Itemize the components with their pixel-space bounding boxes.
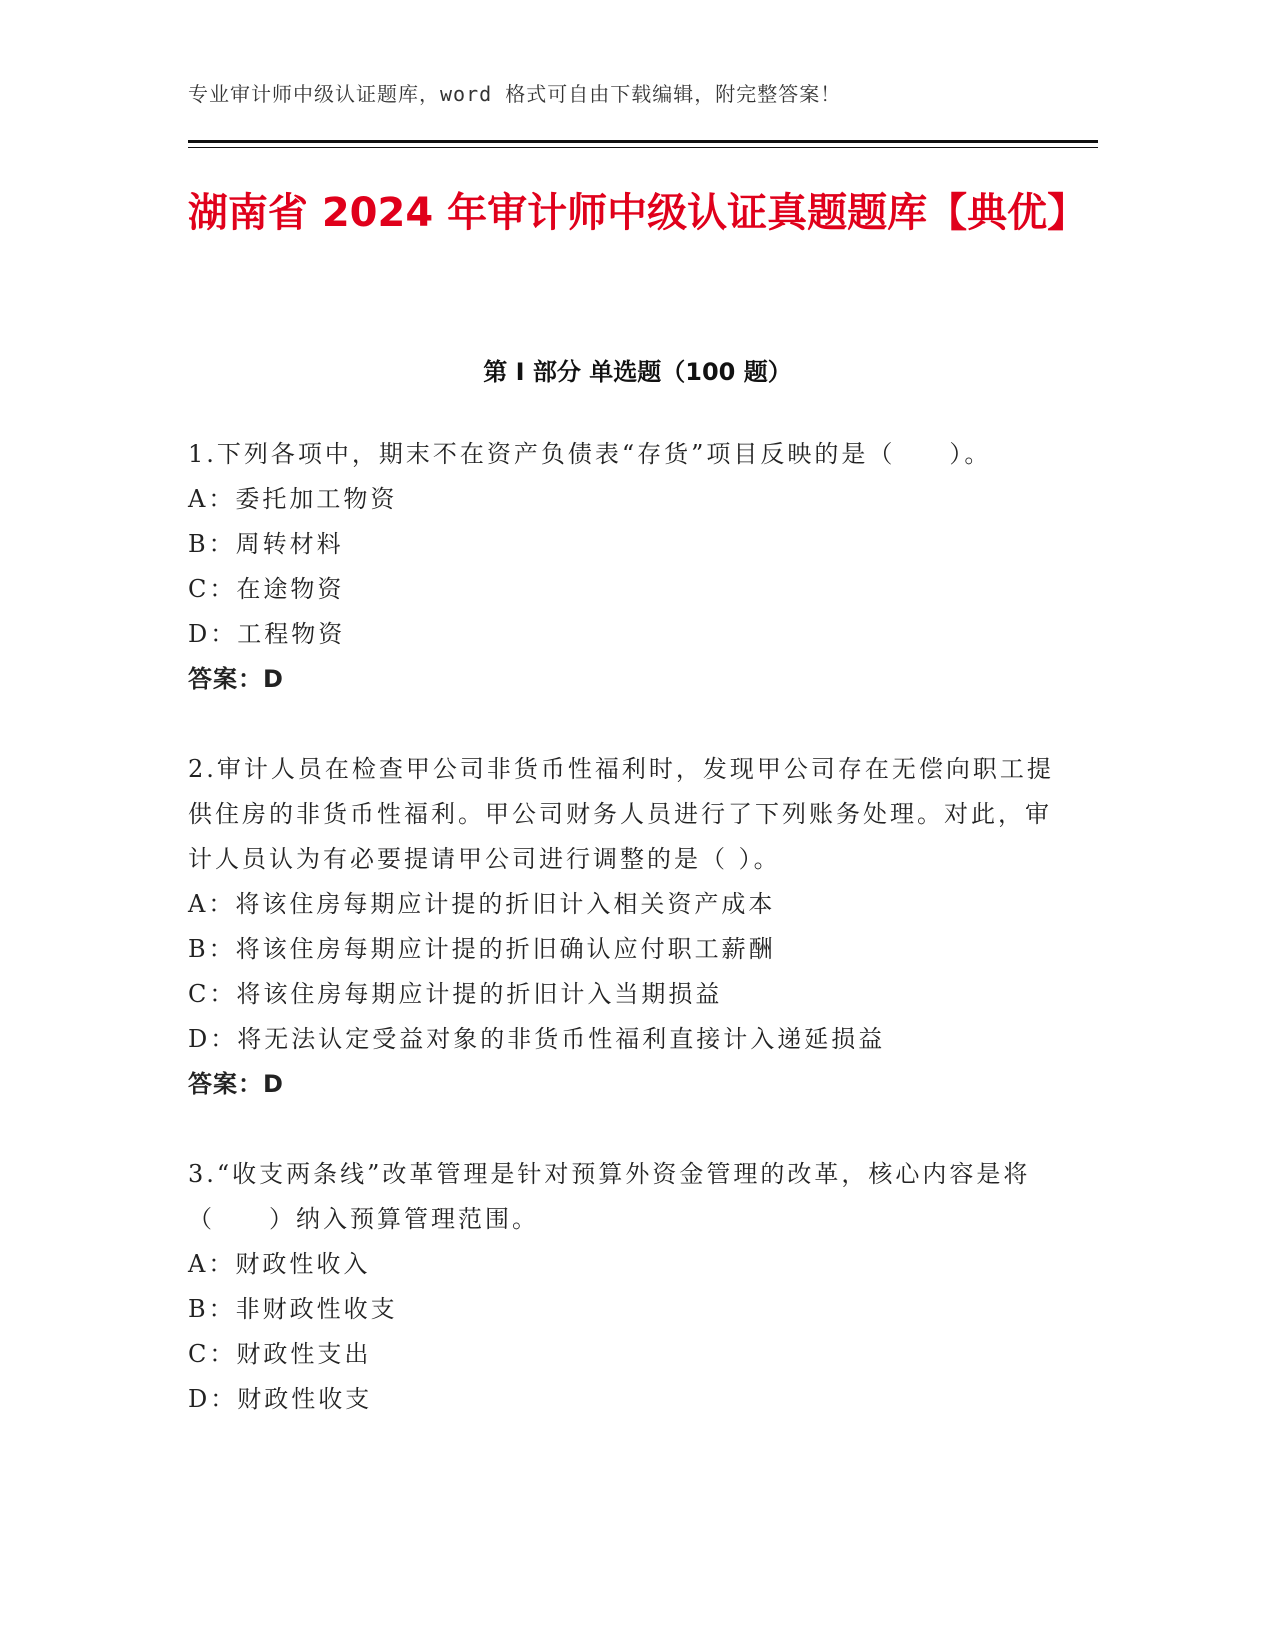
header-note: 专业审计师中级认证题库，word 格式可自由下载编辑，附完整答案！ (188, 82, 842, 106)
option-c: C：在途物资 (188, 575, 345, 603)
document-title: 湖南省 2024 年审计师中级认证真题题库【典优】 (187, 190, 1088, 236)
option-b: B：周转材料 (188, 530, 344, 558)
question-text: 2.审计人员在检查甲公司非货币性福利时，发现甲公司存在无偿向职工提供住房的非货币性福利。甲公司财务人员进行了下列账务处理。对此，审计人员认为有必要提请甲公司进行调整的是（ ）。 (188, 755, 1054, 873)
option-a: A：财政性收入 (188, 1250, 371, 1278)
option-b: B：非财政性收支 (188, 1295, 398, 1323)
option-c: C：将该住房每期应计提的折旧计入当期损益 (188, 980, 723, 1008)
option-a: A：将该住房每期应计提的折旧计入相关资产成本 (188, 890, 776, 918)
option-c: C：财政性支出 (188, 1340, 372, 1368)
option-d: D：将无法认定受益对象的非货币性福利直接计入递延损益 (188, 1025, 886, 1053)
section-title: 第 I 部分 单选题（100 题） (483, 358, 792, 386)
question-text: 3.“收支两条线”改革管理是针对预算外资金管理的改革，核心内容是将（ ）纳入预算管理范围。 (188, 1160, 1031, 1233)
question-text: 1.下列各项中，期末不在资产负债表“存货”项目反映的是（ ）。 (188, 440, 992, 468)
question-item (188, 432, 1068, 702)
header-rule-thick (188, 140, 1098, 143)
question-item (188, 747, 1068, 1107)
answer-text: 答案：D (188, 1070, 284, 1098)
answer-text: 答案：D (188, 665, 284, 693)
question-list (188, 432, 1068, 1467)
option-b: B：将该住房每期应计提的折旧确认应付职工薪酬 (188, 935, 776, 963)
header-rule-thin (188, 147, 1098, 148)
option-a: A：委托加工物资 (188, 485, 398, 513)
question-item (188, 1152, 1068, 1422)
option-d: D：工程物资 (188, 620, 346, 648)
option-d: D：财政性收支 (188, 1385, 373, 1413)
